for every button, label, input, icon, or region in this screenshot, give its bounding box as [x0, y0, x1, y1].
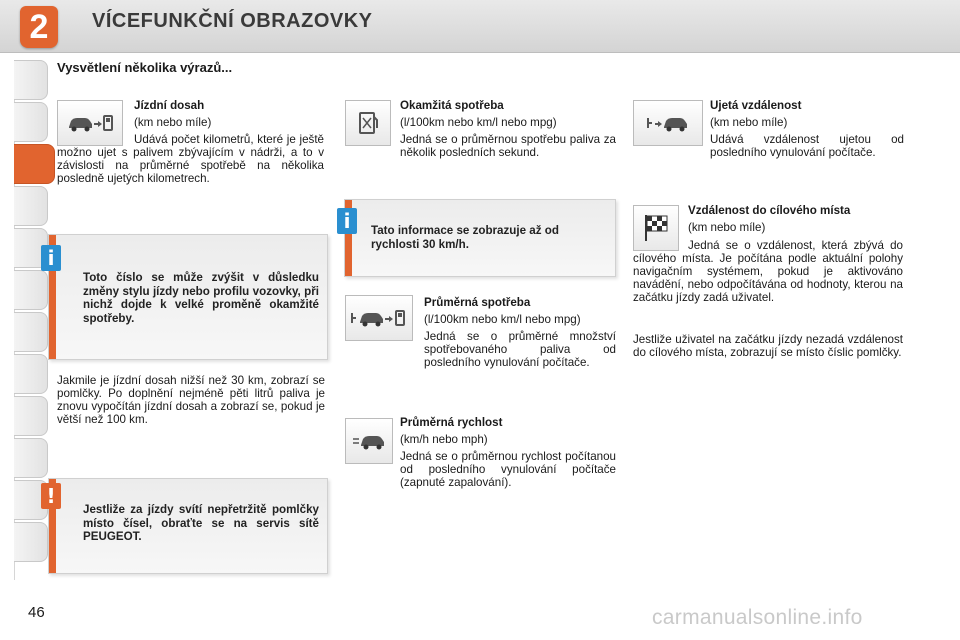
distance-unit: (km nebo míle) [710, 116, 788, 129]
range-note-text: Toto číslo se může zvýšit v důsledku změny stylu jízdy nebo profilu vozovky, při nichž dojde k velké proměně okamžité spotřeby. [83, 271, 319, 325]
destination-description: Jedná se o vzdálenost, která zbývá do cílového místa. Je počítána podle aktuální polohy navigačním systémem, pokud je aktivováno navádění, nebo odpočítávána od hodnoty, kterou na začátku jízdy zadá uživatel. [633, 239, 903, 304]
chapter-tab-1[interactable] [14, 60, 48, 100]
distance-description: Udává vzdálenost ujetou od posledního vynulování počítače. [710, 133, 904, 159]
instant-unit: (l/100km nebo km/l nebo mpg) [400, 116, 557, 129]
section-subtitle: Vysvětlení několika výrazů... [57, 60, 233, 75]
warning-icon: ! [41, 483, 61, 509]
warning-note-text: Jestliže za jízdy svítí nepřetržitě pomlčky místo čísel, obraťte se na servis sítě PEUGEOT. [83, 503, 319, 543]
chapter-tab-12[interactable] [14, 522, 48, 562]
page-title: VÍCEFUNKČNÍ OBRAZOVKY [92, 10, 373, 32]
range-unit: (km nebo míle) [134, 116, 212, 129]
trip-car-icon [633, 100, 703, 146]
warning-note [48, 478, 328, 574]
fuel-pump-icon [345, 100, 391, 146]
instant-title: Okamžitá spotřeba [400, 99, 504, 112]
chapter-tab-8[interactable] [14, 354, 48, 394]
instant-note-text: Tato informace se zobrazuje až od rychlosti 30 km/h. [371, 224, 559, 251]
avg-speed-description: Jedná se o průměrnou rychlost počítanou od posledního vynulování počítače (zapnuté zapalování). [400, 450, 616, 489]
page-number: 46 [28, 604, 45, 621]
range-info-note [48, 234, 328, 360]
trip-car-fuel-icon [345, 295, 413, 341]
car-speed-icon [345, 418, 393, 464]
destination-title: Vzdálenost do cílového místa [688, 204, 851, 217]
info-icon: i [41, 245, 61, 271]
info-icon: i [337, 208, 357, 234]
chapter-tab-4[interactable] [14, 186, 48, 226]
chapter-tab-active[interactable] [14, 144, 55, 184]
chapter-tab-9[interactable] [14, 396, 48, 436]
chapter-number-badge: 2 [20, 6, 58, 48]
avg-consumption-description: Jedná se o průměrné množství spotřebovaného paliva od posledního vynulování počítače. [424, 330, 616, 369]
instant-description: Jedná se o průměrnou spotřebu paliva za několik posledních sekund. [400, 133, 616, 159]
range-description: Udává počet kilometrů, které je ještě možno ujet s palivem zbývajícím v nádrži, a to v závislosti na průměrné spotřebě na několika posledně ujetých kilometrech. [57, 133, 324, 185]
avg-consumption-unit: (l/100km nebo km/l nebo mpg) [424, 313, 581, 326]
avg-speed-unit: (km/h nebo mph) [400, 433, 488, 446]
destination-no-input-text: Jestliže uživatel na začátku jízdy nezadá vzdálenost do cílového místa, zobrazují se místo číslic pomlčky. [633, 333, 903, 359]
destination-unit: (km nebo míle) [688, 221, 766, 234]
instant-info-note [344, 199, 616, 277]
avg-speed-title: Průměrná rychlost [400, 416, 503, 429]
distance-title: Ujetá vzdálenost [710, 99, 802, 112]
chapter-tab-2[interactable] [14, 102, 48, 142]
chapter-tab-10[interactable] [14, 438, 48, 478]
chapter-tab-6[interactable] [14, 270, 48, 310]
range-dashes-text: Jakmile je jízdní dosah nižší než 30 km, zobrazí se pomlčky. Po doplnění nejméně pěti litrů paliva je znovu vypočítán jízdní dosah a zobrazí se, pokud je větší než 100 km. [57, 374, 325, 426]
avg-consumption-title: Průměrná spotřeba [424, 296, 531, 309]
chapter-tab-7[interactable] [14, 312, 48, 352]
range-title: Jízdní dosah [134, 99, 205, 112]
watermark: carmanualsonline.info [652, 606, 863, 629]
